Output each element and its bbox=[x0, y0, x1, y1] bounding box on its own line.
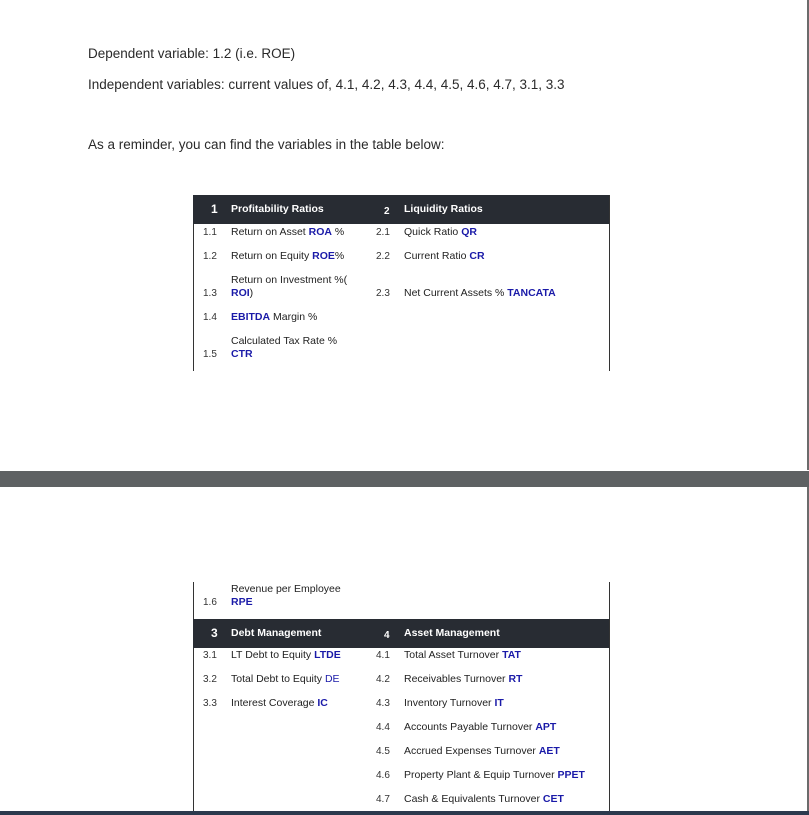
ratio-label: LT Debt to Equity LTDE bbox=[231, 649, 341, 661]
ratio-label: Cash & Equivalents Turnover CET bbox=[404, 793, 564, 805]
ratio-label: Current Ratio CR bbox=[404, 250, 485, 262]
bottom-border bbox=[0, 811, 809, 815]
ratio-label: Total Debt to Equity DE bbox=[231, 673, 340, 685]
ratio-label: Accrued Expenses Turnover AET bbox=[404, 745, 560, 757]
section-number: 2 bbox=[384, 206, 390, 217]
section-number: 1 bbox=[211, 202, 218, 216]
ratio-label: Return on Investment %( ROI) bbox=[231, 274, 348, 299]
row-number: 4.2 bbox=[376, 674, 390, 685]
row-number: 2.1 bbox=[376, 227, 390, 238]
row-number: 4.3 bbox=[376, 698, 390, 709]
independent-variables-text: Independent variables: current values of, 4.1, 4.2, 4.3, 4.4, 4.5, 4.6, 4.7, 3.1, 3.3 bbox=[88, 77, 565, 92]
ratio-label: Total Asset Turnover TAT bbox=[404, 649, 521, 661]
row-number: 2.2 bbox=[376, 251, 390, 262]
row-number: 4.7 bbox=[376, 794, 390, 805]
row-number: 4.4 bbox=[376, 722, 390, 733]
reminder-text: As a reminder, you can find the variables in the table below: bbox=[88, 137, 445, 152]
ratio-label: Return on Asset ROA % bbox=[231, 226, 345, 238]
section-number: 4 bbox=[384, 630, 390, 641]
ratio-label: Property Plant & Equip Turnover PPET bbox=[404, 769, 585, 781]
ratio-label: Return on Equity ROE% bbox=[231, 250, 345, 262]
ratio-label: Revenue per Employee RPE bbox=[231, 583, 341, 608]
section-title: Profitability Ratios bbox=[231, 203, 324, 215]
table1-header bbox=[193, 195, 609, 224]
table2-header bbox=[193, 619, 609, 648]
section-title: Debt Management bbox=[231, 627, 322, 639]
row-number: 3.3 bbox=[203, 698, 217, 709]
ratio-label: Quick Ratio QR bbox=[404, 226, 477, 238]
row-number: 3.2 bbox=[203, 674, 217, 685]
ratio-label: EBITDA Margin % bbox=[231, 311, 318, 323]
row-number: 1.1 bbox=[203, 227, 217, 238]
dependent-variable-text: Dependent variable: 1.2 (i.e. ROE) bbox=[88, 46, 296, 61]
row-number: 1.4 bbox=[203, 312, 217, 323]
ratio-label: Inventory Turnover IT bbox=[404, 697, 504, 709]
page-separator bbox=[0, 471, 809, 487]
row-number: 4.6 bbox=[376, 770, 390, 781]
row-number: 1.3 bbox=[203, 288, 217, 299]
section-title: Asset Management bbox=[404, 627, 500, 639]
ratio-label: Accounts Payable Turnover APT bbox=[404, 721, 557, 733]
row-number: 4.1 bbox=[376, 650, 390, 661]
row-number: 4.5 bbox=[376, 746, 390, 757]
row-number: 2.3 bbox=[376, 288, 390, 299]
row-number: 1.6 bbox=[203, 597, 217, 608]
section-number: 3 bbox=[211, 626, 218, 640]
row-number: 1.5 bbox=[203, 349, 217, 360]
section-title: Liquidity Ratios bbox=[404, 203, 483, 215]
ratio-label: Calculated Tax Rate % CTR bbox=[231, 335, 338, 360]
row-number: 3.1 bbox=[203, 650, 217, 661]
row-number: 1.2 bbox=[203, 251, 217, 262]
ratio-label: Receivables Turnover RT bbox=[404, 673, 523, 685]
ratio-label: Net Current Assets % TANCATA bbox=[404, 287, 556, 299]
ratio-label: Interest Coverage IC bbox=[231, 697, 328, 709]
